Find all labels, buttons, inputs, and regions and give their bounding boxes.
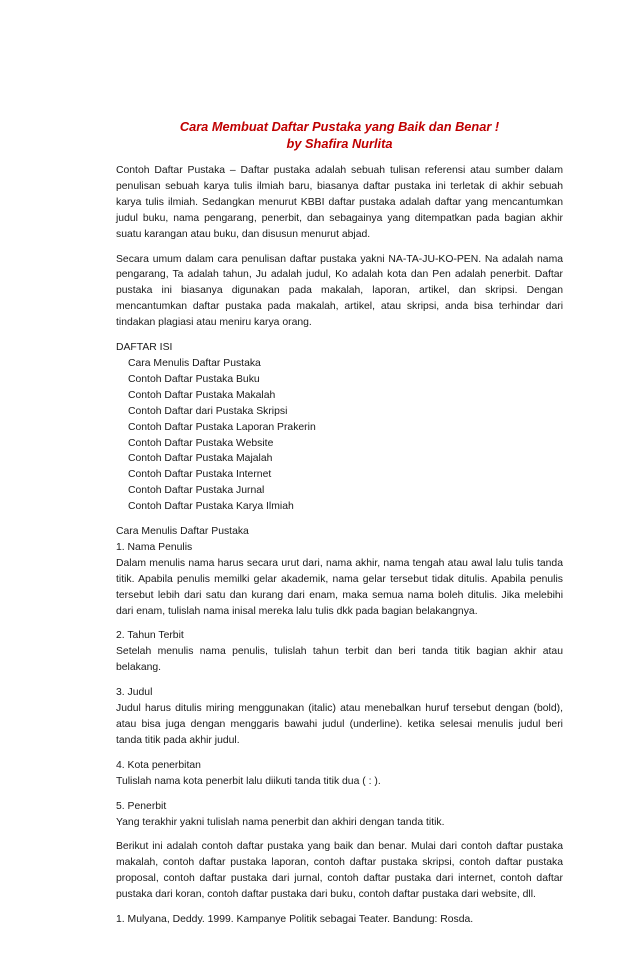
table-of-contents: [116, 340, 563, 515]
toc-item[interactable]: Contoh Daftar Pustaka Makalah: [128, 389, 276, 401]
document-page: [116, 118, 563, 928]
step-text: Setelah menulis nama penulis, tulislah tahun terbit dan beri tanda titik bagian akhir atau belakang.: [116, 646, 563, 674]
examples-intro-paragraph: Berikut ini adalah contoh daftar pustaka yang baik dan benar. Mulai dari contoh daftar pustaka makalah, contoh daftar pustaka laporan, contoh daftar pustaka skripsi, contoh daftar pustaka proposal, contoh daftar pustaka dari jurnal, contoh daftar pustaka dari internet, contoh daftar pustaka dari koran, contoh daftar pustaka dari buku, contoh daftar pustaka dari website, dll.: [116, 841, 563, 901]
toc-list: [116, 356, 563, 515]
howto-heading: Cara Menulis Daftar Pustaka: [116, 526, 249, 538]
step-label: 5. Penerbit: [116, 800, 167, 812]
intro-paragraph-2: Secara umum dalam cara penulisan daftar pustaka yakni NA-TA-JU-KO-PEN. Na adalah nama pengarang, Ta adalah tahun, Ju adalah judul, Ko adalah kota dan Pen adalah penerbit. Daftar pustaka ini biasanya digunakan pada makalah, laporan, artikel, dan skripsi. Dengan mencantumkan daftar pustaka pada makalah, artikel, atau skripsi, anda bisa terhindar dari tindakan plagiasi atau meniru karya orang.: [116, 253, 563, 329]
step-label: 3. Judul: [116, 687, 153, 699]
example-entry: 1. Mulyana, Deddy. 1999. Kampanye Politik sebagai Teater. Bandung: Rosda.: [116, 914, 474, 926]
toc-item[interactable]: Contoh Daftar Pustaka Buku: [128, 373, 260, 385]
toc-item[interactable]: Contoh Daftar Pustaka Internet: [128, 469, 272, 481]
step-text: Dalam menulis nama harus secara urut dari, nama akhir, nama tengah atau awal lalu tulis tanda titik. Apabila penulis memilki gelar akademik, nama gelar tersebut tidak ditulis. Apabila penulis tersebut lebih dari satu dan kurang dari enam, maka semua nama boleh ditulis. Jika melebihi dari enam, tulislah nama inisal mereka lalu tulis dkk pada bagian belakangnya.: [116, 557, 563, 617]
toc-heading: DAFTAR ISI: [116, 342, 173, 354]
step-text: Tulislah nama kota penerbit lalu diikuti tanda titik dua ( : ).: [116, 775, 381, 787]
toc-item[interactable]: Contoh Daftar Pustaka Jurnal: [128, 485, 265, 497]
step-label: 2. Tahun Terbit: [116, 630, 184, 642]
document-byline: by Shafira Nurlita: [286, 136, 393, 151]
howto-section: [116, 524, 563, 830]
document-title: Cara Membuat Daftar Pustaka yang Baik dan Benar !: [179, 119, 500, 134]
toc-item[interactable]: Contoh Daftar Pustaka Majalah: [128, 453, 273, 465]
toc-item[interactable]: Contoh Daftar Pustaka Karya Ilmiah: [128, 501, 294, 513]
toc-item[interactable]: Contoh Daftar Pustaka Laporan Prakerin: [128, 421, 316, 433]
intro-paragraph-1: Contoh Daftar Pustaka – Daftar pustaka adalah sebuah tulisan referensi atau sumber dalam penulisan sebuah karya tulis ilmiah baru, biasanya daftar pustaka ini terletak di akhir sebuah karya tulis ilmiah. Sedangkan menurut KBBI daftar pustaka adalah daftar yang mencantumkan judul buku, nama pengarang, penerbit, dan sebagainya yang ditempatkan pada bagian akhir suatu karangan atau buku, dan disusun menurut abjad.: [116, 165, 563, 240]
toc-item[interactable]: Contoh Daftar Pustaka Website: [128, 437, 274, 449]
toc-item[interactable]: Contoh Daftar dari Pustaka Skripsi: [128, 405, 288, 417]
step-label: 1. Nama Penulis: [116, 541, 193, 553]
toc-item[interactable]: Cara Menulis Daftar Pustaka: [128, 357, 261, 369]
step-text: Judul harus ditulis miring menggunakan (italic) atau menebalkan huruf tersebut dengan (bold), atau bisa juga dengan menggaris bawahi judul (underline). ketika selesai menulis judul beri tanda titik pada akhir judul.: [116, 703, 563, 746]
step-text: Yang terakhir yakni tulislah nama penerbit dan akhiri dengan tanda titik.: [116, 816, 445, 828]
step-label: 4. Kota penerbitan: [116, 759, 201, 771]
